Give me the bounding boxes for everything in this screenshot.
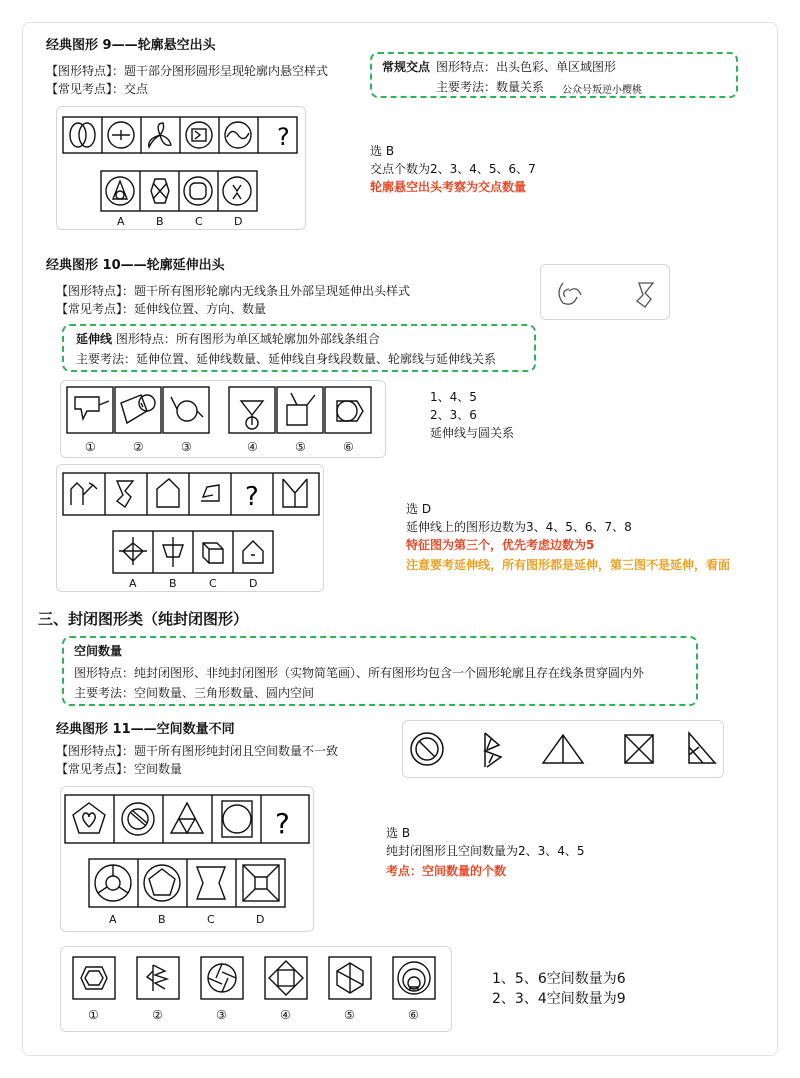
section-10-explain: 延伸线上的图形边数为3、4、5、6、7、8 bbox=[406, 520, 632, 534]
section-10-title: 经典图形 10——轮廓延伸出头 bbox=[46, 258, 225, 273]
section-10-point: 【常见考点】：延伸线位置、方向、数量 bbox=[56, 302, 267, 316]
group-rule: 延伸线与圆关系 bbox=[430, 426, 515, 440]
figure-num-1: ① bbox=[88, 1008, 99, 1022]
section-9-feature: 【图形特点】：题干部分图形圆形呈现轮廓内悬空样式 bbox=[46, 64, 329, 78]
section-11-example-card bbox=[402, 720, 724, 778]
figure-num-5: ⑤ bbox=[295, 440, 306, 454]
figure-num-2: ② bbox=[133, 440, 144, 454]
figure-num-3: ③ bbox=[216, 1008, 227, 1022]
section-10-answer: 选 D bbox=[406, 502, 432, 516]
section-10-tip-box bbox=[62, 324, 536, 372]
tip-feature: 图形特点：所有图形为单区域轮廓加外部线条组合 bbox=[115, 332, 380, 346]
option-d-label: D bbox=[256, 913, 265, 926]
figure-num-4: ④ bbox=[247, 440, 258, 454]
group-one: 1、5、6空间数量为6 bbox=[492, 971, 626, 987]
section-11-classify bbox=[61, 947, 453, 1033]
option-a-label: A bbox=[109, 913, 117, 926]
section-11-point: 【常见考点】：空间数量 bbox=[56, 762, 183, 776]
option-a-label: A bbox=[117, 215, 125, 228]
section-11-feature: 【图形特点】：题干所有图形纯封闭且空间数量不一致 bbox=[56, 744, 339, 758]
section-9-puzzle bbox=[57, 107, 307, 231]
section-9-key-point: 轮廓悬空出头考察为交点数量 bbox=[370, 180, 527, 194]
group-one: 1、4、5 bbox=[430, 390, 477, 404]
section-10-key-point: 特征图为第三个，优先考虑边数为5 bbox=[406, 538, 595, 552]
section-10-example-figures bbox=[541, 265, 671, 321]
section-11-title: 经典图形 11——空间数量不同 bbox=[56, 722, 235, 737]
section-9-answer: 选 B bbox=[370, 144, 395, 158]
section-3-heading: 三、封闭图形类（纯封闭图形） bbox=[38, 610, 249, 628]
figure-num-6: ⑥ bbox=[343, 440, 354, 454]
section-11-puzzle-card bbox=[60, 786, 314, 932]
section-10-classify-card bbox=[60, 380, 386, 458]
watermark-note: 公众号叛逆小樱桃 bbox=[562, 85, 642, 96]
tip-method: 主要考法：数量关系 bbox=[436, 80, 545, 94]
option-b-label: B bbox=[158, 913, 166, 926]
section-11-explain: 纯封闭图形且空间数量为2、3、4、5 bbox=[386, 844, 585, 858]
section-11-key-point: 考点：空间数量的个数 bbox=[386, 864, 507, 878]
figure-num-1: ① bbox=[85, 440, 96, 454]
section-10-classify bbox=[61, 381, 387, 459]
option-c-label: C bbox=[209, 577, 217, 590]
option-c-label: C bbox=[195, 215, 203, 228]
section-9-point: 【常见考点】：交点 bbox=[46, 82, 149, 96]
figure-num-2: ② bbox=[152, 1008, 163, 1022]
figure-num-5: ⑤ bbox=[344, 1008, 355, 1022]
section-10-puzzle-card bbox=[56, 464, 324, 592]
tip-title: 常规交点 bbox=[382, 60, 431, 74]
option-d-label: D bbox=[249, 577, 258, 590]
tip-feature-line bbox=[76, 330, 380, 348]
tip-feature: 图形特点：纯封闭图形、非纯封闭图形（实物简笔画）、所有图形均包含一个圆形轮廓且存在线条贯穿圆内外 bbox=[74, 666, 645, 680]
section-10-puzzle bbox=[57, 465, 325, 593]
section-11-example-figures bbox=[403, 721, 725, 779]
tip-feature: 图形特点：出头色彩、单区域图形 bbox=[436, 60, 617, 74]
group-two: 2、3、4空间数量为9 bbox=[492, 991, 626, 1007]
section-11-classify-card bbox=[60, 946, 452, 1032]
section-11-answer: 选 B bbox=[386, 826, 411, 840]
section-11-puzzle bbox=[61, 787, 315, 933]
section-10-note: 注意要考延伸线，所有图形都是延伸，第三图不是延伸，看面 bbox=[406, 558, 731, 572]
section-3-tip-box bbox=[62, 636, 698, 706]
tip-title: 延伸线 bbox=[76, 332, 113, 346]
option-b-label: B bbox=[169, 577, 177, 590]
section-9-puzzle-card bbox=[56, 106, 306, 230]
figure-num-6: ⑥ bbox=[408, 1008, 419, 1022]
option-c-label: C bbox=[207, 913, 215, 926]
group-two: 2、3、6 bbox=[430, 408, 477, 422]
section-9-explain: 交点个数为2、3、4、5、6、7 bbox=[370, 162, 536, 176]
figure-num-3: ③ bbox=[181, 440, 192, 454]
section-10-example-card bbox=[540, 264, 670, 320]
section-9-title: 经典图形 9——轮廓悬空出头 bbox=[46, 38, 216, 53]
figure-num-4: ④ bbox=[280, 1008, 291, 1022]
option-b-label: B bbox=[156, 215, 164, 228]
section-10-feature: 【图形特点】：题干所有图形轮廓内无线条且外部呈现延伸出头样式 bbox=[56, 284, 411, 298]
tip-method: 主要考法：延伸位置、延伸线数量、延伸线自身线段数量、轮廓线与延伸线关系 bbox=[76, 352, 497, 366]
question-mark: ? bbox=[245, 482, 259, 512]
tip-title: 空间数量 bbox=[74, 644, 123, 658]
section-9-tip-box bbox=[370, 52, 738, 98]
question-mark: ? bbox=[277, 123, 290, 151]
tip-method: 主要考法：空间数量、三角形数量、圆内空间 bbox=[74, 686, 315, 700]
option-d-label: D bbox=[234, 215, 243, 228]
option-a-label: A bbox=[129, 577, 137, 590]
question-mark: ? bbox=[275, 807, 290, 840]
